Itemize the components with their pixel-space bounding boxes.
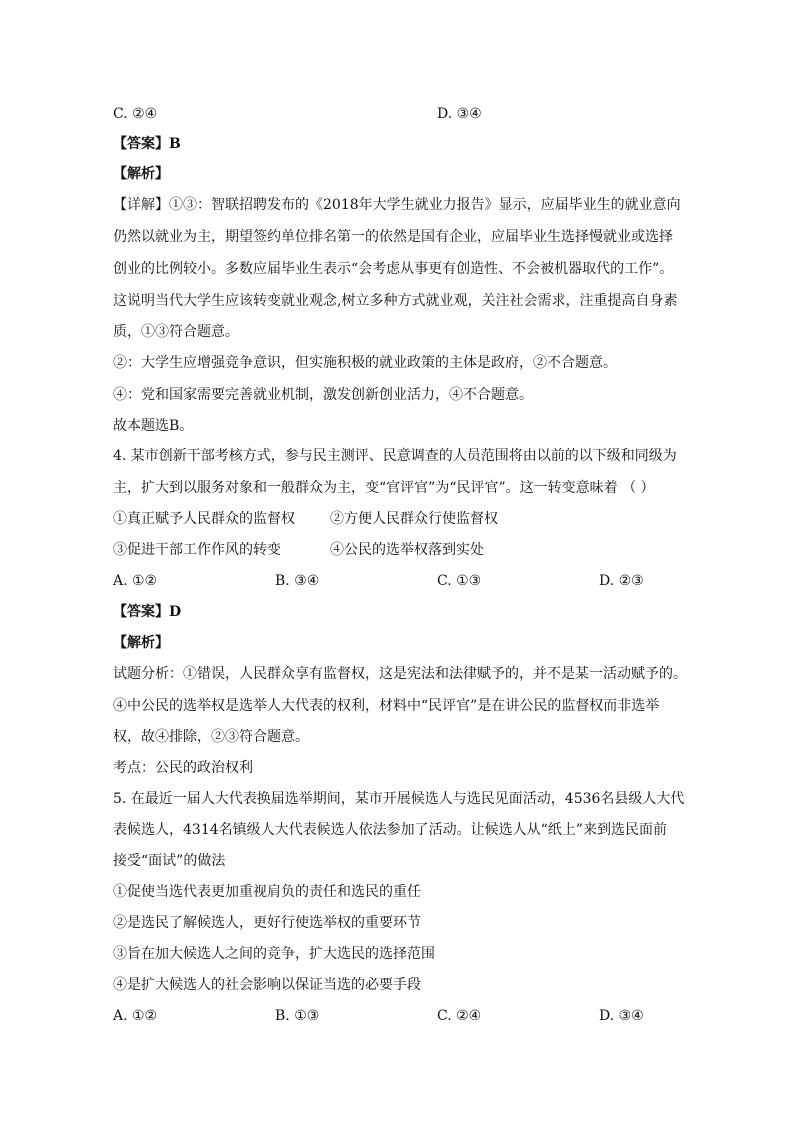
q5-option-c: C. ②④ [437, 1008, 482, 1024]
q4-option-b: B. ③④ [275, 573, 320, 589]
q4-option-c: C. ①③ [437, 573, 482, 589]
q4-answer: 【答案】D [113, 604, 182, 620]
q5-item: ②是选民了解候选人，更好行使选举权的重要环节 [113, 915, 421, 931]
q5-stem-line: 接受“面试”的做法 [113, 853, 226, 869]
q4-item: ①真正赋予人民群众的监督权 [113, 511, 295, 527]
q4-option-d: D. ②③ [599, 573, 644, 589]
q5-stem-line: 表候选人，4314名镇级人大代表候选人依法参加了活动。让候选人从“纸上”来到选民面前 [113, 822, 667, 838]
q4-stem-line: 4. 某市创新干部考核方式，参与民主测评、民意调查的人员范围将由以前的以下级和同级为 [113, 448, 677, 464]
q3-detail-line: 【详解】①③：智联招聘发布的《2018年大学生就业力报告》显示，应届毕业生的就业意向 [113, 197, 681, 213]
q4-option-a: A. ①② [113, 573, 158, 589]
q3-option-d: D. ③④ [437, 106, 482, 122]
q3-analysis-title: 【解析】 [113, 166, 169, 182]
q4-analysis-line: 试题分析：①错误，人民群众享有监督权，这是宪法和法律赋予的，并不是某一活动赋予的。 [113, 666, 687, 682]
q3-detail-line: 故本题选B。 [113, 418, 194, 434]
q5-item: ③旨在加大候选人之间的竞争，扩大选民的选择范围 [113, 946, 435, 962]
q5-stem-line: 5. 在最近一届人大代表换届选举期间，某市开展候选人与选民见面活动，4536名县级人大代 [113, 791, 685, 807]
q4-analysis-title: 【解析】 [113, 635, 169, 651]
q3-detail-line: 质，①③符合题意。 [113, 324, 239, 340]
q4-analysis-line: ④中公民的选举权是选举人大代表的权利，材料中“民评官”是在讲公民的监督权而非选举 [113, 698, 660, 714]
q3-detail-line: ④：党和国家需要完善就业机制，激发创新创业活力，④不合题意。 [113, 387, 533, 403]
q5-option-a: A. ①② [113, 1008, 158, 1024]
q4-analysis-line: 权，故④排除，②③符合题意。 [113, 729, 309, 745]
q4-item: ④公民的选举权落到实处 [330, 542, 484, 558]
q4-stem-line: 主，扩大到以服务对象和一般群众为主，变“官评官”为“民评官”。这一转变意味着 （ ） [113, 480, 655, 496]
q3-detail-line: 创业的比例较小。多数应届毕业生表示“会考虑从事更有创造性、不会被机器取代的工作”。 [113, 261, 674, 277]
q3-detail-line: 仍然以就业为主，期望签约单位排名第一的依然是国有企业，应届毕业生选择慢就业或选择 [113, 229, 673, 245]
q4-item: ②方便人民群众行使监督权 [330, 511, 498, 527]
q5-option-b: B. ①③ [275, 1008, 320, 1024]
q5-item: ④是扩大候选人的社会影响以保证当选的必要手段 [113, 977, 421, 993]
q5-item: ①促使当选代表更加重视肩负的责任和选民的重任 [113, 884, 421, 900]
q4-item: ③促进干部工作作风的转变 [113, 542, 281, 558]
q5-option-d: D. ③④ [599, 1008, 644, 1024]
q3-answer: 【答案】B [113, 136, 181, 152]
q3-detail-line: ②：大学生应增强竞争意识，但实施积极的就业政策的主体是政府，②不合题意。 [113, 355, 617, 371]
q4-topic: 考点：公民的政治权利 [113, 760, 253, 776]
q3-option-c: C. ②④ [113, 106, 158, 122]
q3-detail-line: 这说明当代大学生应该转变就业观念,树立多种方式就业观，关注社会需求，注重提高自身素 [113, 293, 678, 309]
